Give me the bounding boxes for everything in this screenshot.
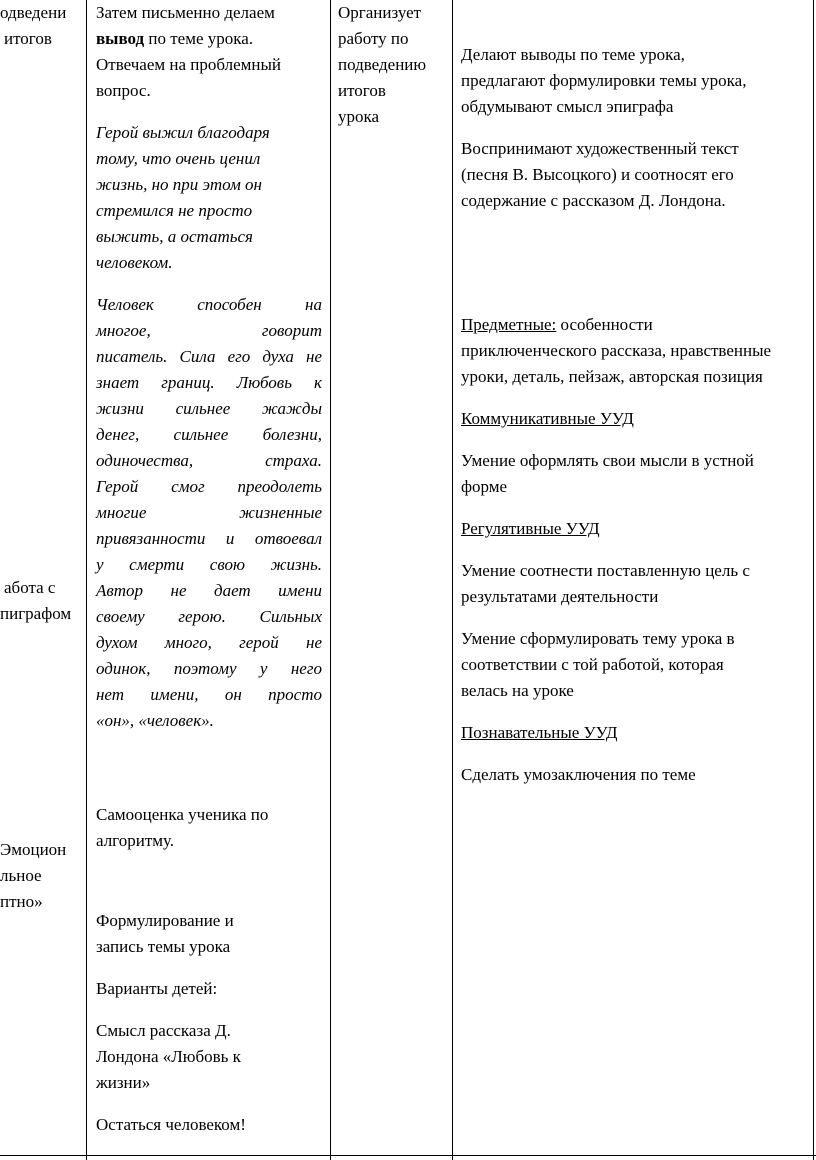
intro-line-2 xyxy=(96,26,322,52)
hero-conclusion-line: жизнь, но при этом он xyxy=(96,175,262,194)
table-right-border xyxy=(813,0,814,1160)
hero-conclusion-line: Герой выжил благодаря xyxy=(96,123,270,142)
outcomes-column xyxy=(461,42,813,788)
conclusion-word: вывод xyxy=(96,29,145,48)
hero-conclusion xyxy=(96,120,322,276)
author-quote-line: писатель. Сила его духа не xyxy=(96,347,322,366)
hero-conclusion-line: человеком. xyxy=(96,253,173,272)
author-quote-line: своему герою. Сильных xyxy=(96,607,322,626)
author-quote-line: многое, говорит xyxy=(96,321,322,340)
perception-line: содержание с рассказом Д. Лондона. xyxy=(461,191,726,210)
intro-line-2-text: по теме урока. xyxy=(148,29,254,48)
teacher-activity-line: работу по xyxy=(338,29,409,48)
intro-line-1: Затем письменно делаем xyxy=(96,3,275,22)
communicative-uud-line: Умение оформлять свои мысли в устной xyxy=(461,451,754,470)
story-meaning xyxy=(96,1018,322,1096)
final-conclusion: Остаться человеком! xyxy=(96,1115,246,1134)
hero-conclusion-line: стремился не просто xyxy=(96,201,253,220)
emotion-line-2: льное xyxy=(0,866,42,885)
communicative-uud-line: форме xyxy=(461,477,508,496)
subject-results-text: особенности xyxy=(560,315,653,334)
communicative-uud-heading: Коммуникативные УУД xyxy=(461,409,634,428)
hero-conclusion-line: выжить, а остаться xyxy=(96,227,253,246)
subject-results-line xyxy=(461,312,813,338)
author-quote-line: жизни сильнее жажды xyxy=(96,399,322,418)
regulatory-uud-2 xyxy=(461,626,813,704)
intro-line-4: вопрос. xyxy=(96,81,151,100)
teacher-activity-line: урока xyxy=(338,107,380,126)
teacher-activity-line: итогов xyxy=(338,81,386,100)
conclusions-line: обдумывают смысл эпиграфа xyxy=(461,97,674,116)
perception-paragraph xyxy=(461,136,813,214)
subject-results-line: уроки, деталь, пейзаж, авторская позиция xyxy=(461,367,763,386)
author-quote-line: духом много, герой не xyxy=(96,633,322,652)
regulatory-uud-line: велась на уроке xyxy=(461,681,574,700)
author-quote-line: Человек способен на xyxy=(96,295,322,314)
author-quote-line: одинок, поэтому у него xyxy=(96,659,322,678)
regulatory-uud-line: Умение сформулировать тему урока в xyxy=(461,629,735,648)
author-quote-line: у смерти свою жизнь. xyxy=(96,555,322,574)
cognitive-uud-heading: Познавательные УУД xyxy=(461,723,618,742)
author-quote-line: привязанности и отвоевал xyxy=(96,529,322,548)
teacher-activity-line: Организует xyxy=(338,3,422,22)
author-quote-line: «он», «человек». xyxy=(96,711,214,730)
subject-results-label: Предметные: xyxy=(461,315,557,334)
topic-formulation-line: запись темы урока xyxy=(96,937,231,956)
epigraph-work-line-2: пиграфом xyxy=(0,604,72,623)
children-variants: Варианты детей: xyxy=(96,979,218,998)
story-meaning-line: жизни» xyxy=(96,1073,151,1092)
intro-line-3: Отвечаем на проблемный xyxy=(96,55,282,74)
emotion-line-3: птно» xyxy=(0,892,43,911)
author-quote-line: нет имени, он просто xyxy=(96,685,322,704)
story-meaning-line: Лондона «Любовь к xyxy=(96,1047,241,1066)
hero-conclusion-line: тому, что очень ценил xyxy=(96,149,261,168)
column-divider-3 xyxy=(452,0,453,1160)
author-quote xyxy=(96,292,322,734)
teacher-activity-column xyxy=(338,0,450,130)
conclusions-paragraph xyxy=(461,42,813,120)
author-quote-line: денег, сильнее болезни, xyxy=(96,425,322,444)
teacher-activity-line: подведению xyxy=(338,55,427,74)
subject-results-line: приключенческого рассказа, нравственные xyxy=(461,341,772,360)
column-divider-2 xyxy=(330,0,331,1160)
conclusions-line: Делают выводы по теме урока, xyxy=(461,45,685,64)
regulatory-uud-line: соответствии с той работой, которая xyxy=(461,655,724,674)
emotion-line-1: Эмоцион xyxy=(0,840,67,859)
column-divider-1 xyxy=(86,0,87,1160)
topic-formulation-line: Формулирование и xyxy=(96,911,234,930)
regulatory-uud-line: результатами деятельности xyxy=(461,587,659,606)
author-quote-line: Герой смог преодолеть xyxy=(96,477,322,496)
epigraph-work-line-1: абота с xyxy=(4,578,56,597)
subject-results xyxy=(461,312,813,390)
author-quote-line: одиночества, страха. xyxy=(96,451,322,470)
regulatory-uud-heading: Регулятивные УУД xyxy=(461,519,600,538)
stage-name-line-1: одведени xyxy=(0,3,67,22)
table-bottom-border xyxy=(0,1155,816,1156)
self-assessment-line: Самооценка ученика по xyxy=(96,805,269,824)
author-quote-line: многие жизненные xyxy=(96,503,322,522)
student-activity-column xyxy=(96,0,322,1138)
self-assessment-line: алгоритму. xyxy=(96,831,175,850)
stage-name-line-2: итогов xyxy=(4,29,52,48)
perception-line: (песня В. Высоцкого) и соотносят его xyxy=(461,165,734,184)
story-meaning-line: Смысл рассказа Д. xyxy=(96,1021,231,1040)
self-assessment xyxy=(96,802,322,854)
author-quote-line: знает границ. Любовь к xyxy=(96,373,322,392)
regulatory-uud-line: Умение соотнести поставленную цель с xyxy=(461,561,750,580)
author-quote-line: Автор не дает имени xyxy=(96,581,322,600)
topic-formulation xyxy=(96,908,322,960)
regulatory-uud-1 xyxy=(461,558,813,610)
perception-line: Воспринимают художественный текст xyxy=(461,139,739,158)
communicative-uud xyxy=(461,448,813,500)
cognitive-uud-line: Сделать умозаключения по теме xyxy=(461,765,696,784)
conclusions-line: предлагают формулировки темы урока, xyxy=(461,71,747,90)
